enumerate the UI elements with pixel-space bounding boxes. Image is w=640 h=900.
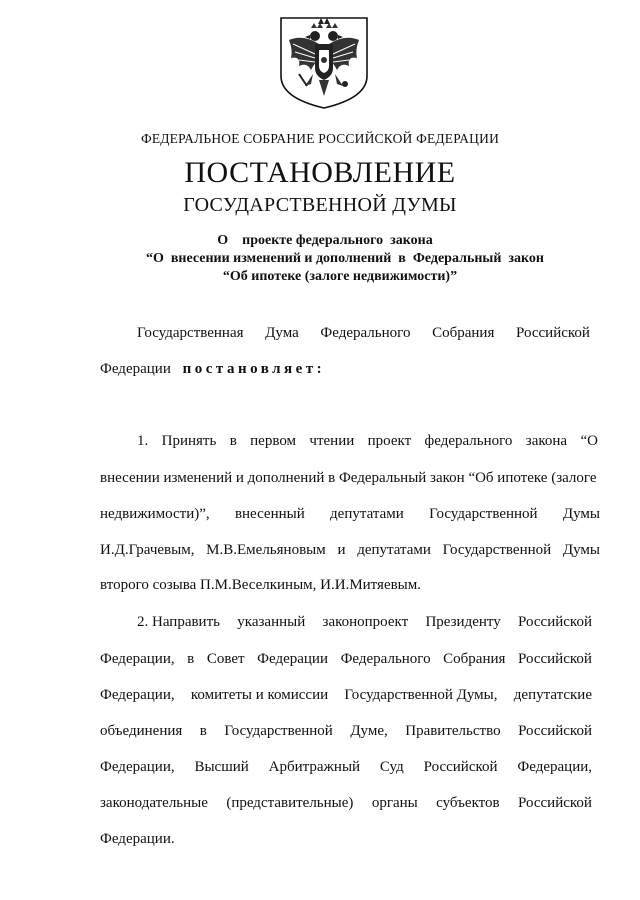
point2-word: Российской	[518, 614, 592, 630]
point1-word: Принять	[161, 433, 217, 449]
point2-line-1	[137, 614, 592, 631]
point2-word: комитеты и комиссии	[190, 687, 329, 703]
preamble-word: Дума	[265, 325, 299, 341]
point1-word: в	[229, 433, 237, 449]
preamble-line-1	[137, 325, 590, 342]
point2-word: Суд	[379, 759, 404, 775]
point2-word: Правительство	[405, 723, 501, 739]
point1-word: Думы	[562, 506, 600, 522]
point2-word: (представительные)	[226, 795, 354, 811]
point1-word: Государственной	[442, 542, 552, 558]
point1-line-4	[100, 542, 600, 559]
point2-word: Президенту	[425, 614, 501, 630]
point2-word: Совет	[206, 651, 245, 667]
preamble-line-2	[100, 361, 325, 378]
point2-word: Собрания	[443, 651, 506, 667]
point2-word: Федерального	[340, 651, 431, 667]
federal-assembly-heading: ФЕДЕРАЛЬНОЕ СОБРАНИЕ РОССИЙСКОЙ ФЕДЕРАЦИИ	[140, 131, 500, 146]
point1-line-1	[137, 433, 598, 450]
document-subtitle: ГОСУДАРСТВЕННОЙ ДУМЫ	[183, 194, 457, 216]
point1-word: депутатами	[357, 542, 431, 558]
point1-word: недвижимости)”,	[100, 506, 210, 522]
point1-word: федерального	[424, 433, 513, 449]
point2-word: Федерации	[257, 651, 328, 667]
point2-word: в	[187, 651, 195, 667]
point2-word: Федерации,	[100, 759, 175, 775]
point1-word: первом	[250, 433, 297, 449]
point2-word: Думе,	[350, 723, 388, 739]
point2-line-3	[100, 687, 592, 704]
point2-word: Российской	[518, 795, 592, 811]
point1-word: М.В.Емельяновым	[206, 542, 326, 558]
point1-word: чтении	[309, 433, 355, 449]
point2-word: Арбитражный	[268, 759, 361, 775]
point2-line-5	[100, 759, 592, 776]
point2-word: Государственной	[224, 723, 333, 739]
document-subject	[0, 232, 640, 286]
point2-word: депутатские	[513, 687, 592, 703]
preamble-word: Российской	[516, 325, 590, 341]
point1-line-3	[100, 506, 600, 523]
point2-line-2	[100, 651, 592, 668]
point1-line-2: внесении изменений и дополнений в Федеральный закон “Об ипотеке (залоге	[100, 470, 597, 486]
point2-word: субъектов	[436, 795, 500, 811]
point2-word: законодательные	[100, 795, 208, 811]
point2-line-6	[100, 795, 592, 812]
point1-line-5: второго созыва П.М.Веселкиным, И.И.Митяевым.	[100, 577, 421, 593]
point2-word: указанный	[237, 614, 306, 630]
point2-word: Российской	[423, 759, 498, 775]
point2-word: Государственной Думы,	[344, 687, 498, 703]
document-title: ПОСТАНОВЛЕНИЕ	[184, 156, 456, 189]
point2-word: Федерации,	[100, 651, 175, 667]
point1-word: Думы	[562, 542, 600, 558]
point2-word: Федерации,	[100, 687, 175, 703]
preamble-word: Государственная	[137, 325, 244, 341]
point2-word: органы	[371, 795, 418, 811]
point1-word: 1.	[137, 433, 149, 449]
point2-word: объединения	[100, 723, 183, 739]
point1-word: проект	[367, 433, 412, 449]
subject-line-2: “О внесении изменений и дополнений в Федеральный закон	[145, 251, 544, 266]
point1-word: И.Д.Грачевым,	[100, 542, 195, 558]
point2-word: Высший	[194, 759, 249, 775]
point2-word: Российской	[518, 723, 592, 739]
point1-word: Государственной	[429, 506, 538, 522]
point2-word: в	[199, 723, 207, 739]
point2-word: 2. Направить	[137, 614, 220, 630]
point1-word: депутатами	[330, 506, 404, 522]
point1-word: внесенный	[234, 506, 305, 522]
preamble-word: Собрания	[432, 325, 495, 341]
point2-line-7: Федерации.	[100, 831, 175, 847]
point1-word: закона	[525, 433, 568, 449]
point2-word: законопроект	[322, 614, 409, 630]
subject-line-1: О проекте федерального закона	[217, 233, 433, 248]
point2-line-4	[100, 723, 592, 740]
preamble-word: Федерального	[320, 325, 411, 341]
coat-of-arms-emblem	[275, 14, 373, 110]
point1-word: “О	[580, 433, 598, 449]
subject-line-3: “Об ипотеке (залоге недвижимости)”	[222, 269, 458, 284]
point2-word: Федерации,	[517, 759, 592, 775]
preamble-federation: Федерации	[100, 361, 171, 377]
decree-word: постановляет:	[182, 361, 326, 377]
point1-word: и	[337, 542, 346, 558]
point2-word: Российской	[518, 651, 592, 667]
